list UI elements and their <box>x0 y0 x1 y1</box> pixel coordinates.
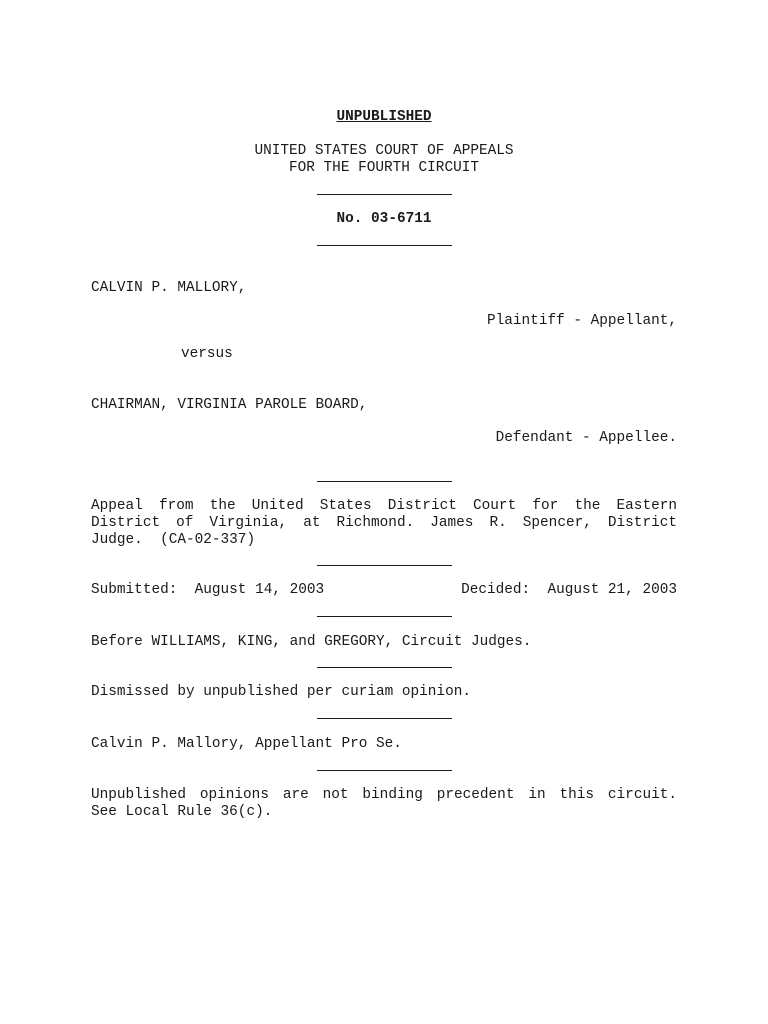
appeal-line1: Appeal from the United States District Court for the Eastern <box>91 498 677 514</box>
notice-line2: See Local Rule 36(c). <box>91 804 273 820</box>
defendant-role: Defendant - Appellee. <box>495 430 677 446</box>
court-name-line1: UNITED STATES COURT OF APPEALS <box>254 143 514 159</box>
plaintiff-name: CALVIN P. MALLORY, <box>91 280 247 296</box>
dates-row <box>91 582 677 599</box>
divider-rule <box>317 667 452 668</box>
submitted-date: Submitted: August 14, 2003 <box>91 582 325 598</box>
divider-rule <box>317 616 452 617</box>
divider-rule <box>317 245 452 246</box>
panel-judges: Before WILLIAMS, KING, and GREGORY, Circuit Judges. <box>91 634 532 650</box>
notice-line1: Unpublished opinions are not binding precedent in this circuit. <box>91 787 677 803</box>
divider-rule <box>317 481 452 482</box>
plaintiff-role: Plaintiff - Appellant, <box>487 313 677 329</box>
defendant-name: CHAIRMAN, VIRGINIA PAROLE BOARD, <box>91 397 368 413</box>
unpublished-heading: UNPUBLISHED <box>336 109 432 125</box>
divider-rule <box>317 770 452 771</box>
versus-label: versus <box>181 346 233 362</box>
counsel: Calvin P. Mallory, Appellant Pro Se. <box>91 736 402 752</box>
divider-rule <box>317 194 452 195</box>
case-number: No. 03-6711 <box>336 211 432 227</box>
disposition: Dismissed by unpublished per curiam opinion. <box>91 684 471 700</box>
decided-date: Decided: August 21, 2003 <box>461 582 677 598</box>
divider-rule <box>317 565 452 566</box>
appeal-line3: Judge. (CA-02-337) <box>91 532 256 548</box>
divider-rule <box>317 718 452 719</box>
appeal-line2: District of Virginia, at Richmond. James R. Spencer, District <box>91 515 677 531</box>
court-name-line2: FOR THE FOURTH CIRCUIT <box>289 160 479 176</box>
